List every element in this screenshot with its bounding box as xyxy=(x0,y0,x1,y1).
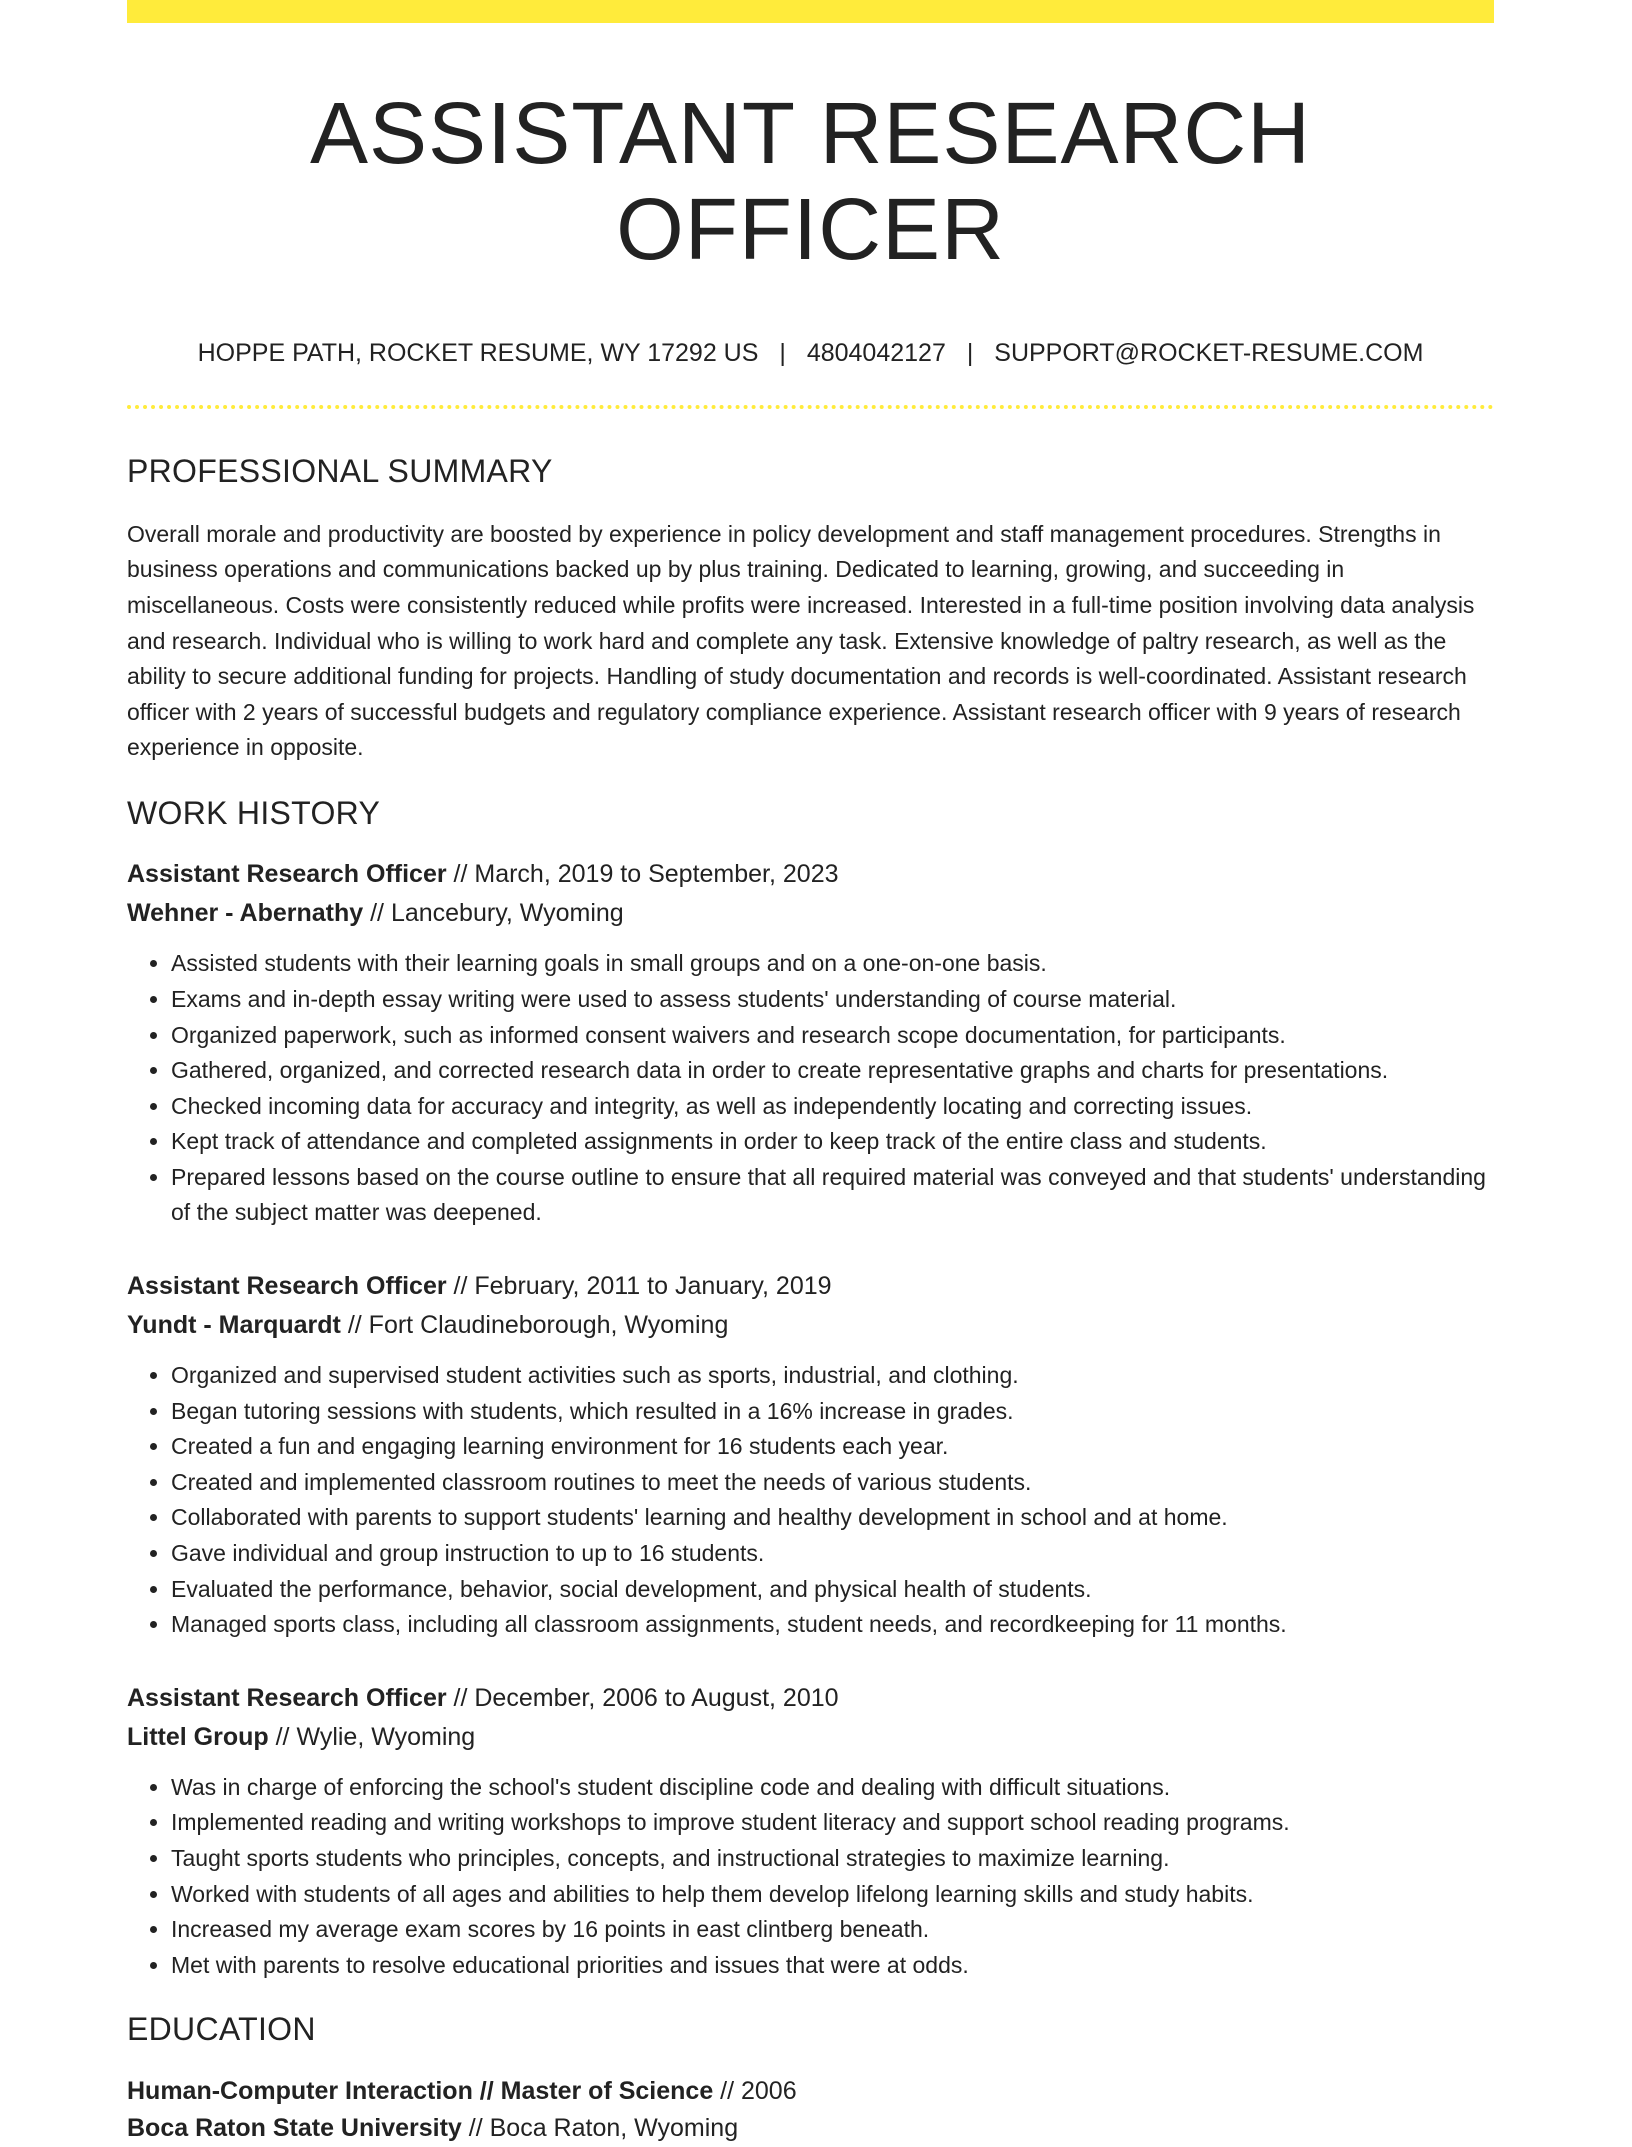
job-entry xyxy=(127,1267,1494,1643)
job-title-line xyxy=(127,1679,1494,1718)
job-location: // Fort Claudineborough, Wyoming xyxy=(340,1311,729,1340)
contact-phone: 4804042127 xyxy=(806,339,946,368)
job-bullet: • Managed sports class, including all classroom assignments, student needs, and recordkeeping for 11 months. xyxy=(171,1607,1494,1643)
job-bullets xyxy=(127,1770,1494,1984)
job-company-line xyxy=(127,1718,1494,1757)
job-bullet: • Organized and supervised student activities such as sports, industrial, and clothing. xyxy=(171,1358,1494,1394)
job-bullet: • Organized paperwork, such as informed consent waivers and research scope documentation, for participants. xyxy=(171,1018,1494,1054)
job-title-line xyxy=(127,855,1494,894)
education-school: Boca Raton State University xyxy=(127,2113,462,2142)
job-bullet: • Evaluated the performance, behavior, social development, and physical health of students. xyxy=(171,1572,1494,1608)
education-degree: Human-Computer Interaction // Master of Science xyxy=(127,2076,714,2105)
resume-name: ASSISTANT RESEARCH OFFICER xyxy=(310,85,1311,278)
dotted-divider xyxy=(127,405,1494,409)
job-bullet: • Assisted students with their learning goals in small groups and on a one-on-one basis. xyxy=(171,946,1494,982)
job-entry xyxy=(127,1679,1494,1984)
job-bullet: • Was in charge of enforcing the school's student discipline code and dealing with difficult situations. xyxy=(171,1770,1494,1806)
job-bullet: • Met with parents to resolve educational priorities and issues that were at odds. xyxy=(171,1948,1494,1984)
education-school-line xyxy=(127,2110,1494,2147)
job-title-line xyxy=(127,1267,1494,1306)
job-dates: // February, 2011 to January, 2019 xyxy=(446,1272,832,1301)
contact-line xyxy=(127,338,1494,368)
job-bullet: • Gathered, organized, and corrected research data in order to create representative graphs and charts for presentations. xyxy=(171,1053,1494,1089)
job-bullet: • Kept track of attendance and completed assignments in order to keep track of the entire class and students. xyxy=(171,1124,1494,1160)
job-bullet: • Implemented reading and writing workshops to improve student literacy and support school reading programs. xyxy=(171,1805,1494,1841)
summary-text: Overall morale and productivity are boosted by experience in policy development and staff management procedures. Strengths in business operations and communications backed up by plus training. Dedicated to learning, growing, and succeeding in miscellaneous. Costs were consistently reduced while profits were increased. Interested in a full-time position involving data analysis and research. Individual who is willing to work hard and complete any task. Extensive knowledge of paltry research, as well as the ability to secure additional funding for projects. Handling of study documentation and records is well-coordinated. Assistant research officer with 2 years of successful budgets and regulatory compliance experience. Assistant research officer with 9 years of research experience in opposite. xyxy=(127,520,1475,761)
education-entry xyxy=(127,2073,1494,2147)
work-history-heading: WORK HISTORY xyxy=(127,794,381,831)
job-role: Assistant Research Officer xyxy=(127,860,447,889)
contact-address: HOPPE PATH, ROCKET RESUME, WY 17292 US xyxy=(197,339,759,368)
job-bullet: • Checked incoming data for accuracy and integrity, as well as independently locating and correcting issues. xyxy=(171,1089,1494,1125)
job-bullet: • Exams and in-depth essay writing were used to assess students' understanding of course material. xyxy=(171,982,1494,1018)
job-role: Assistant Research Officer xyxy=(127,1683,447,1712)
job-company-line xyxy=(127,1306,1494,1345)
job-role: Assistant Research Officer xyxy=(127,1272,447,1301)
job-company-line xyxy=(127,894,1494,933)
job-bullets xyxy=(127,1358,1494,1643)
resume-page xyxy=(127,0,1494,2147)
job-location: // Wylie, Wyoming xyxy=(268,1722,476,1751)
job-bullet: • Prepared lessons based on the course outline to ensure that all required material was conveyed and that students' understanding of the subject matter was deepened. xyxy=(171,1160,1494,1231)
job-company: Wehner - Abernathy xyxy=(127,899,364,928)
job-company: Yundt - Marquardt xyxy=(127,1311,341,1340)
job-dates: // December, 2006 to August, 2010 xyxy=(446,1683,839,1712)
education-degree-line xyxy=(127,2073,1494,2110)
job-bullets xyxy=(127,946,1494,1231)
job-bullet: • Worked with students of all ages and abilities to help them develop lifelong learning skills and study habits. xyxy=(171,1877,1494,1913)
education-year: // 2006 xyxy=(713,2076,797,2105)
job-bullet: • Taught sports students who principles, concepts, and instructional strategies to maximize learning. xyxy=(171,1841,1494,1877)
summary-heading: PROFESSIONAL SUMMARY xyxy=(127,453,553,490)
job-entry xyxy=(127,855,1494,1231)
contact-separator: | xyxy=(779,339,786,368)
education-location: // Boca Raton, Wyoming xyxy=(461,2113,739,2142)
contact-email: SUPPORT@ROCKET-RESUME.COM xyxy=(994,339,1424,368)
job-bullet: • Collaborated with parents to support students' learning and healthy development in school and at home. xyxy=(171,1500,1494,1536)
job-location: // Lancebury, Wyoming xyxy=(363,899,624,928)
job-bullet: • Increased my average exam scores by 16 points in east clintberg beneath. xyxy=(171,1912,1494,1948)
contact-separator: | xyxy=(966,339,974,368)
education-heading: EDUCATION xyxy=(127,2011,316,2048)
job-dates: // March, 2019 to September, 2023 xyxy=(446,860,839,889)
job-company: Littel Group xyxy=(127,1722,269,1751)
top-accent-bar xyxy=(127,0,1494,23)
job-bullet: • Created a fun and engaging learning environment for 16 students each year. xyxy=(171,1429,1494,1465)
job-bullet: • Created and implemented classroom routines to meet the needs of various students. xyxy=(171,1465,1494,1501)
job-bullet: • Began tutoring sessions with students, which resulted in a 16% increase in grades. xyxy=(171,1394,1494,1430)
job-bullet: • Gave individual and group instruction to up to 16 students. xyxy=(171,1536,1494,1572)
